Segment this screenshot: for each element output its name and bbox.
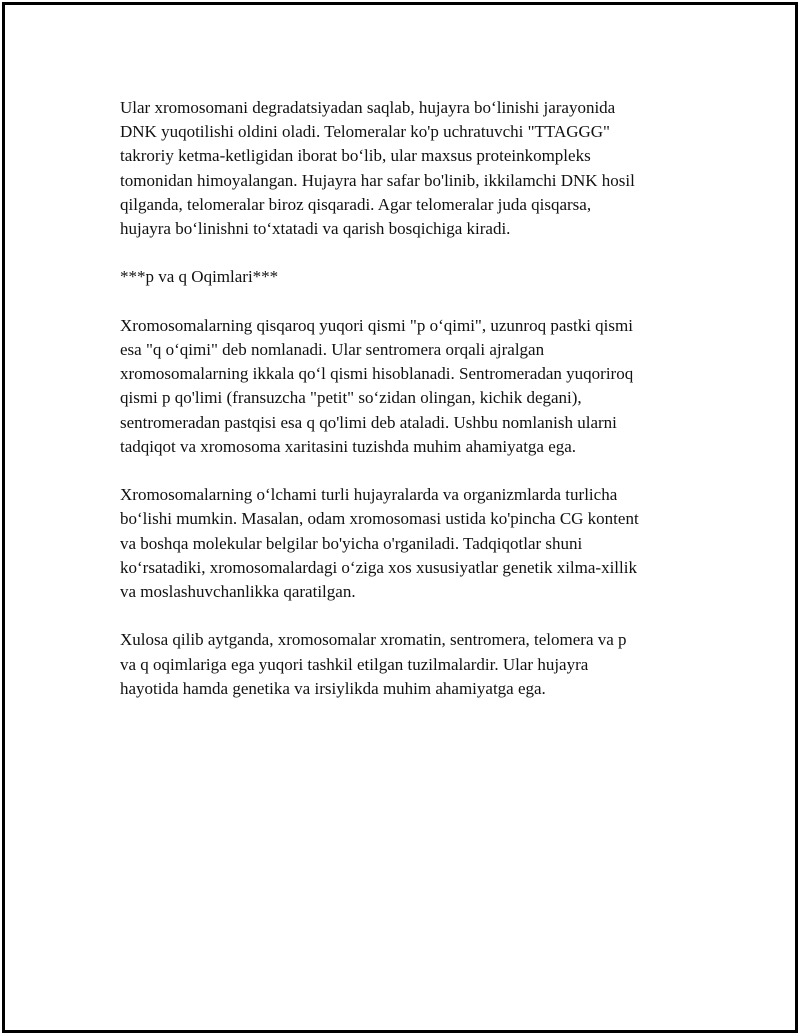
section-heading-p-q-arms: ***p va q Oqimlari*** — [120, 267, 279, 287]
document-page — [2, 2, 798, 1033]
paragraph-conclusion: Xulosa qilib aytganda, xromosomalar xromatin, sentromera, telomera va p va q oqimlariga ega yuqori tashkil etilgan tuzilmalardir. Ular hujayra hayotida hamda genetika va irsiylikda muhim ahamiyatga ega. — [120, 630, 627, 698]
paragraph-telomeres: Ular xromosomani degradatsiyadan saqlab, hujayra bo‘linishi jarayonida DNK yuqotilishi oldini oladi. Telomeralar ko'p uchratuvchi "TTAGGG" takroriy ketma-ketligidan iborat bo‘lib, ular maxsus proteinkompleks tomonidan himoyalangan. Hujayra har safar bo'linib, ikkilamchi DNK hosil qilganda, telomeralar biroz qisqaradi. Agar telomeralar juda qisqarsa, hujayra bo‘linishni to‘xtatadi va qarish bosqichiga kiradi. — [120, 98, 635, 239]
document-body — [120, 96, 690, 725]
paragraph-chromosome-size: Xromosomalarning o‘lchami turli hujayralarda va organizmlarda turlicha bo‘lishi mumkin. Masalan, odam xromosomasi ustida ko'pincha CG kontent va boshqa molekular belgilar bo'yicha o'rganiladi. Tadqiqotlar shuni ko‘rsatadiki, xromosomalardagi o‘ziga xos xususiyatlar genetik xilma-xillik va moslashuvchanlikka qaratilgan. — [120, 485, 639, 602]
paragraph-p-q-arms: Xromosomalarning qisqaroq yuqori qismi "p o‘qimi", uzunroq pastki qismi esa "q o‘qimi" deb nomlanadi. Ular sentromera orqali ajralgan xromosomalarning ikkala qo‘l qismi hisoblanadi. Sentromeradan yuqoriroq qismi p qo'limi (fransuzcha "petit" so‘zidan olingan, kichik degani), sentromeradan pastqisi esa q qo'limi deb ataladi. Ushbu nomlanish ularni tadqiqot va xromosoma xaritasini tuzishda muhim ahamiyatga ega. — [120, 315, 634, 456]
